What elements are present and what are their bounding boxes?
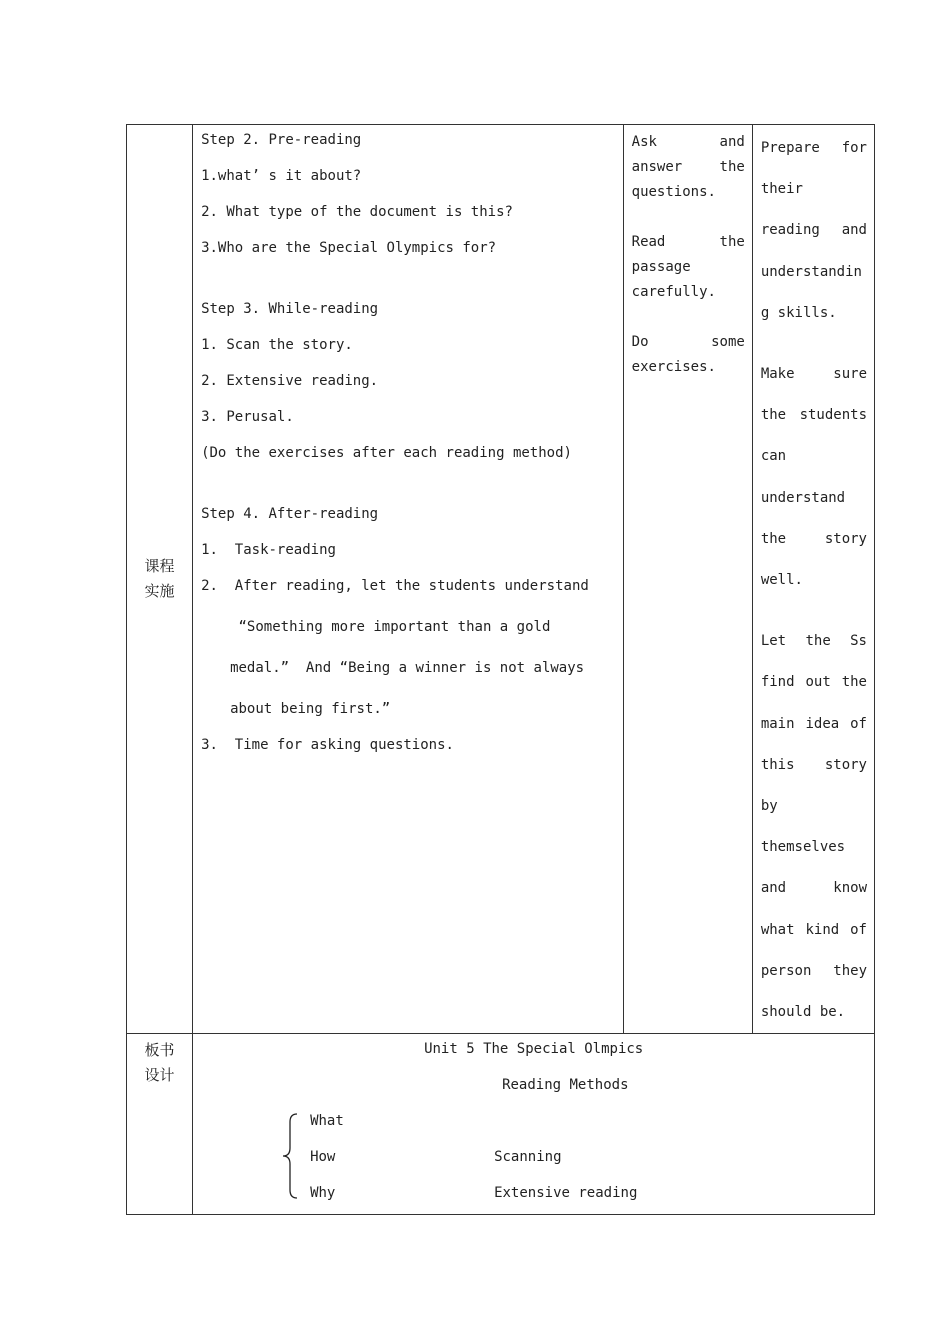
purpose-word: students [799,407,867,424]
method-word: Read [631,234,666,250]
board-left-item: Why [310,1185,336,1202]
step-item: 3. Perusal. [201,409,294,425]
purpose-word: Make [760,366,795,383]
method-word: passage [631,259,691,275]
step-item-continued: “Something more important than a gold [230,619,551,635]
board-title: Unit 5 The Special Olmpics [424,1041,644,1058]
purpose-word: reading [760,222,820,239]
purpose-word: g skills. [760,304,837,321]
purpose-word: their [760,181,803,198]
method-word: Do [631,334,649,350]
board-design-row [127,1034,875,1215]
purpose-word: Prepare [760,140,820,156]
purpose-word: what [760,921,795,938]
question: 3.Who are the Special Olympics for? [201,240,497,256]
purpose-cell [752,125,874,1034]
purpose-word: understandin [760,263,862,280]
method-word: questions. [631,184,716,200]
purpose-word: well. [760,572,803,589]
label-line: 板书 [144,1041,175,1060]
purpose-word: of [850,921,867,938]
purpose-word: they [833,962,867,979]
purpose-word: the [805,633,831,650]
board-subtitle: Reading Methods [502,1077,629,1094]
question: 2. What type of the document is this? [201,204,513,220]
purpose-word: understand [760,489,846,506]
steps-cell [193,125,624,1034]
purpose-word: story [824,530,867,547]
purpose-word: the [841,674,867,691]
step-item: 1. Task-reading [201,542,336,558]
purpose-word: should be. [760,1004,846,1021]
board-left-item: What [310,1113,344,1130]
purpose-word: the [760,407,787,424]
method-word: and [719,134,745,150]
purpose-word: out [805,674,831,691]
label-line: 设计 [144,1066,175,1085]
purpose-word: the [760,530,787,547]
purpose-word: Let [760,633,787,650]
board-label [127,1034,193,1215]
label-line: 课程 [144,557,175,576]
step2-title: Step 2. Pre-reading [201,132,362,148]
question: 1.what’ s it about? [201,168,362,184]
step-item: 1. Scan the story. [201,337,353,353]
implementation-label [127,125,193,1034]
purpose-word: sure [833,366,867,383]
purpose-word: person [760,962,812,979]
method-word: answer [631,159,683,175]
purpose-word: of [850,715,867,732]
purpose-block [761,354,867,601]
method-word: exercises. [631,359,716,375]
brace-icon [281,1112,301,1200]
purpose-word: kind [805,921,840,938]
board-right-item: Scanning [494,1149,562,1166]
method-word: the [719,234,745,250]
method-word: the [719,159,745,175]
purpose-word: main [760,715,795,732]
purpose-word: by [760,798,778,815]
method-block [632,230,745,305]
purpose-word: find [760,674,795,691]
purpose-word: story [824,756,867,773]
purpose-word: can [760,448,787,465]
method-block [632,130,745,205]
purpose-word: Ss [850,633,867,650]
purpose-block [761,128,867,334]
method-word: Ask [631,134,657,150]
purpose-block [761,621,867,1033]
step3-title: Step 3. While-reading [201,301,379,317]
purpose-word: idea [805,715,840,732]
step-item: 2. After reading, let the students understand [201,578,589,594]
implementation-row [127,125,875,1034]
method-word: carefully. [631,284,716,300]
method-word: some [711,334,745,350]
step-note: (Do the exercises after each reading method) [201,445,572,461]
step-item: 3. Time for asking questions. [201,737,454,753]
label-line: 实施 [144,582,175,601]
board-right-item: Extensive reading [494,1185,638,1202]
step-item-continued: medal.” And “Being a winner is not always [230,660,585,676]
board-left-item: How [310,1149,336,1166]
purpose-word: themselves [760,839,846,856]
methods-cell [623,125,752,1034]
purpose-word: know [833,880,867,897]
method-block [632,330,745,380]
step4-title: Step 4. After-reading [201,506,379,522]
step-item-continued: about being first.” [230,701,391,717]
purpose-word: and [841,222,867,239]
purpose-word: and [760,880,787,897]
board-cell [193,1034,875,1215]
purpose-word: for [841,140,867,156]
lesson-plan-table [126,124,875,1215]
step-item: 2. Extensive reading. [201,373,379,389]
purpose-word: this [760,756,795,773]
